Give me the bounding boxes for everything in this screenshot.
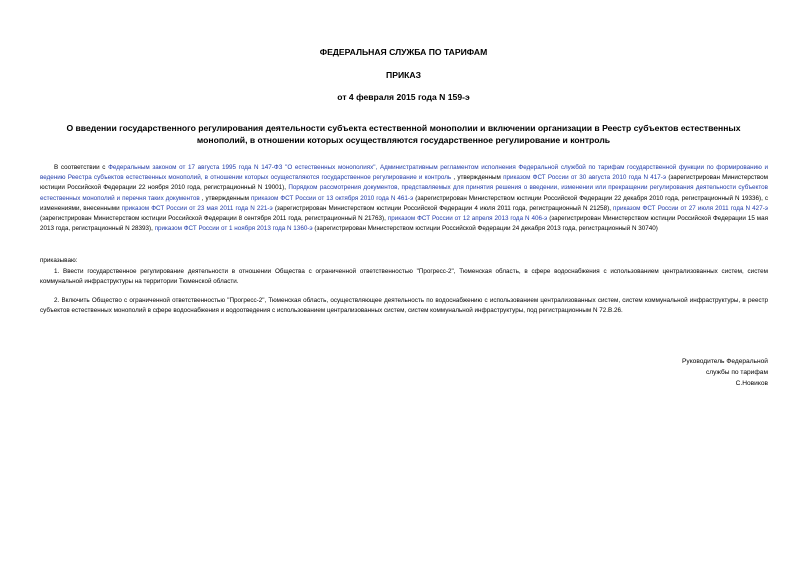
link-fst-order-221[interactable]: приказом ФСТ России от 23 мая 2011 года N 221-э	[121, 204, 273, 212]
signature-name: С.Новиков	[735, 380, 768, 387]
link-fst-order-417[interactable]: приказом ФСТ России от 30 августа 2010 года N 417-э	[503, 174, 667, 182]
signature-agency: службы по тарифам	[705, 369, 768, 376]
title-line-1: О введении государственного регулирования деятельности субъекта естественной монополии и включении организации в Реестр субъектов естественных	[66, 123, 741, 133]
orders-label: приказываю:	[40, 257, 78, 264]
link-fst-order-427[interactable]: приказом ФСТ России от 27 июля 2011 года N 427-э	[613, 204, 769, 212]
link-procedure[interactable]: Порядком рассмотрения документов, представляемых для принятия решения о введении, изменении или прекращении регулирования деятельности субъектов естественных монополий и перечня таких документов	[40, 184, 769, 202]
document-date-number: от 4 февраля 2015 года N 159-э	[337, 92, 470, 102]
document-title	[60, 122, 747, 146]
title-line-2: монополий, в отношении которых осуществляются государственное регулирование и контроль	[196, 135, 611, 145]
link-fst-order-461[interactable]: приказом ФСТ России от 13 октября 2010 года N 461-э	[250, 194, 414, 202]
signature-block	[560, 356, 768, 389]
order-item-1: 1. Ввести государственное регулирование деятельности в отношении Общества с ограниченной ответственностью "Прогресс-2", Тюменская область, в сфере водоснабжения с использованием централизованных систем, систем коммунальной инфраструктуры на территории Тюменской области.	[40, 268, 768, 286]
link-fst-order-1360[interactable]: приказом ФСТ России от 1 ноября 2013 года N 1360-э	[154, 225, 313, 233]
signature-position: Руководитель Федеральной	[682, 358, 768, 365]
order-item-2: 2. Включить Общество с ограниченной ответственностью "Прогресс-2", Тюменская область, осуществляющее деятельность по водоснабжению с использованием централизованных систем, систем коммунальной инфраструктуры, в реестр субъектов естественных монополий в сфере водоснабжения и водоотведения с использованием централизованных систем, систем коммунальной инфраструктуры, под регистрационным N 72.В.26.	[40, 297, 768, 315]
document-type: ПРИКАЗ	[386, 70, 421, 80]
link-federal-law[interactable]: Федеральным законом от 17 августа 1995 года N 147-ФЗ "О естественных монополиях",	[108, 164, 378, 171]
preamble-paragraph: В соответствии с Федеральным законом от 17 августа 1995 года N 147-ФЗ "О естественных монополиях", Административным регламентом исполнения Федеральной службой по тарифам государственной функции по формированию и ведению Реестра субъектов естественных монополий, в отношении которых осуществляются государственное регулирование и контроль , утвержденным приказом ФСТ России от 30 августа 2010 года N 417-э (зарегистрирован Министерством юстиции Российской Федерации 22 ноября 2010 года, регистрационный N 19001), Порядком рассмотрения документов, представляемых для принятия решения о введении, изменении или прекращении регулирования деятельности субъектов естественных монополий и перечня таких документов , утвержденным приказом ФСТ России от 13 октября 2010 года N 461-э (зарегистрирован Министерством юстиции Российской Федерации 22 декабря 2010 года, регистрационный N 19336), с изменениями, внесенными приказом ФСТ России от 23 мая 2011 года N 221-э (зарегистрирован Министерством юстиции Российской Федерации 4 июля 2011 года, регистрационный N 21258), приказом ФСТ России от 27 июля 2011 года N 427-э (зарегистрирован Министерством юстиции Российской Федерации 8 сентября 2011 года, регистрационный N 21763), приказом ФСТ России от 12 апреля 2013 года N 406-э (зарегистрирован Министерством юстиции Российской Федерации 15 мая 2013 года, регистрационный N 28393), приказом ФСТ России от 1 ноября 2013 года N 1360-э (зарегистрирован Министерством юстиции Российской Федерации 24 декабря 2013 года, регистрационный N 30740)	[40, 164, 769, 233]
link-fst-order-406[interactable]: приказом ФСТ России от 12 апреля 2013 года N 406-э	[387, 215, 548, 223]
agency-heading: ФЕДЕРАЛЬНАЯ СЛУЖБА ПО ТАРИФАМ	[319, 47, 488, 57]
link-admin-regulation[interactable]: Административным регламентом исполнения Федеральной службой по тарифам государственной функции по формированию и ведению Реестра субъектов естественных монополий, в отношении которых осуществляются государственное регулирование и контроль	[40, 164, 769, 182]
